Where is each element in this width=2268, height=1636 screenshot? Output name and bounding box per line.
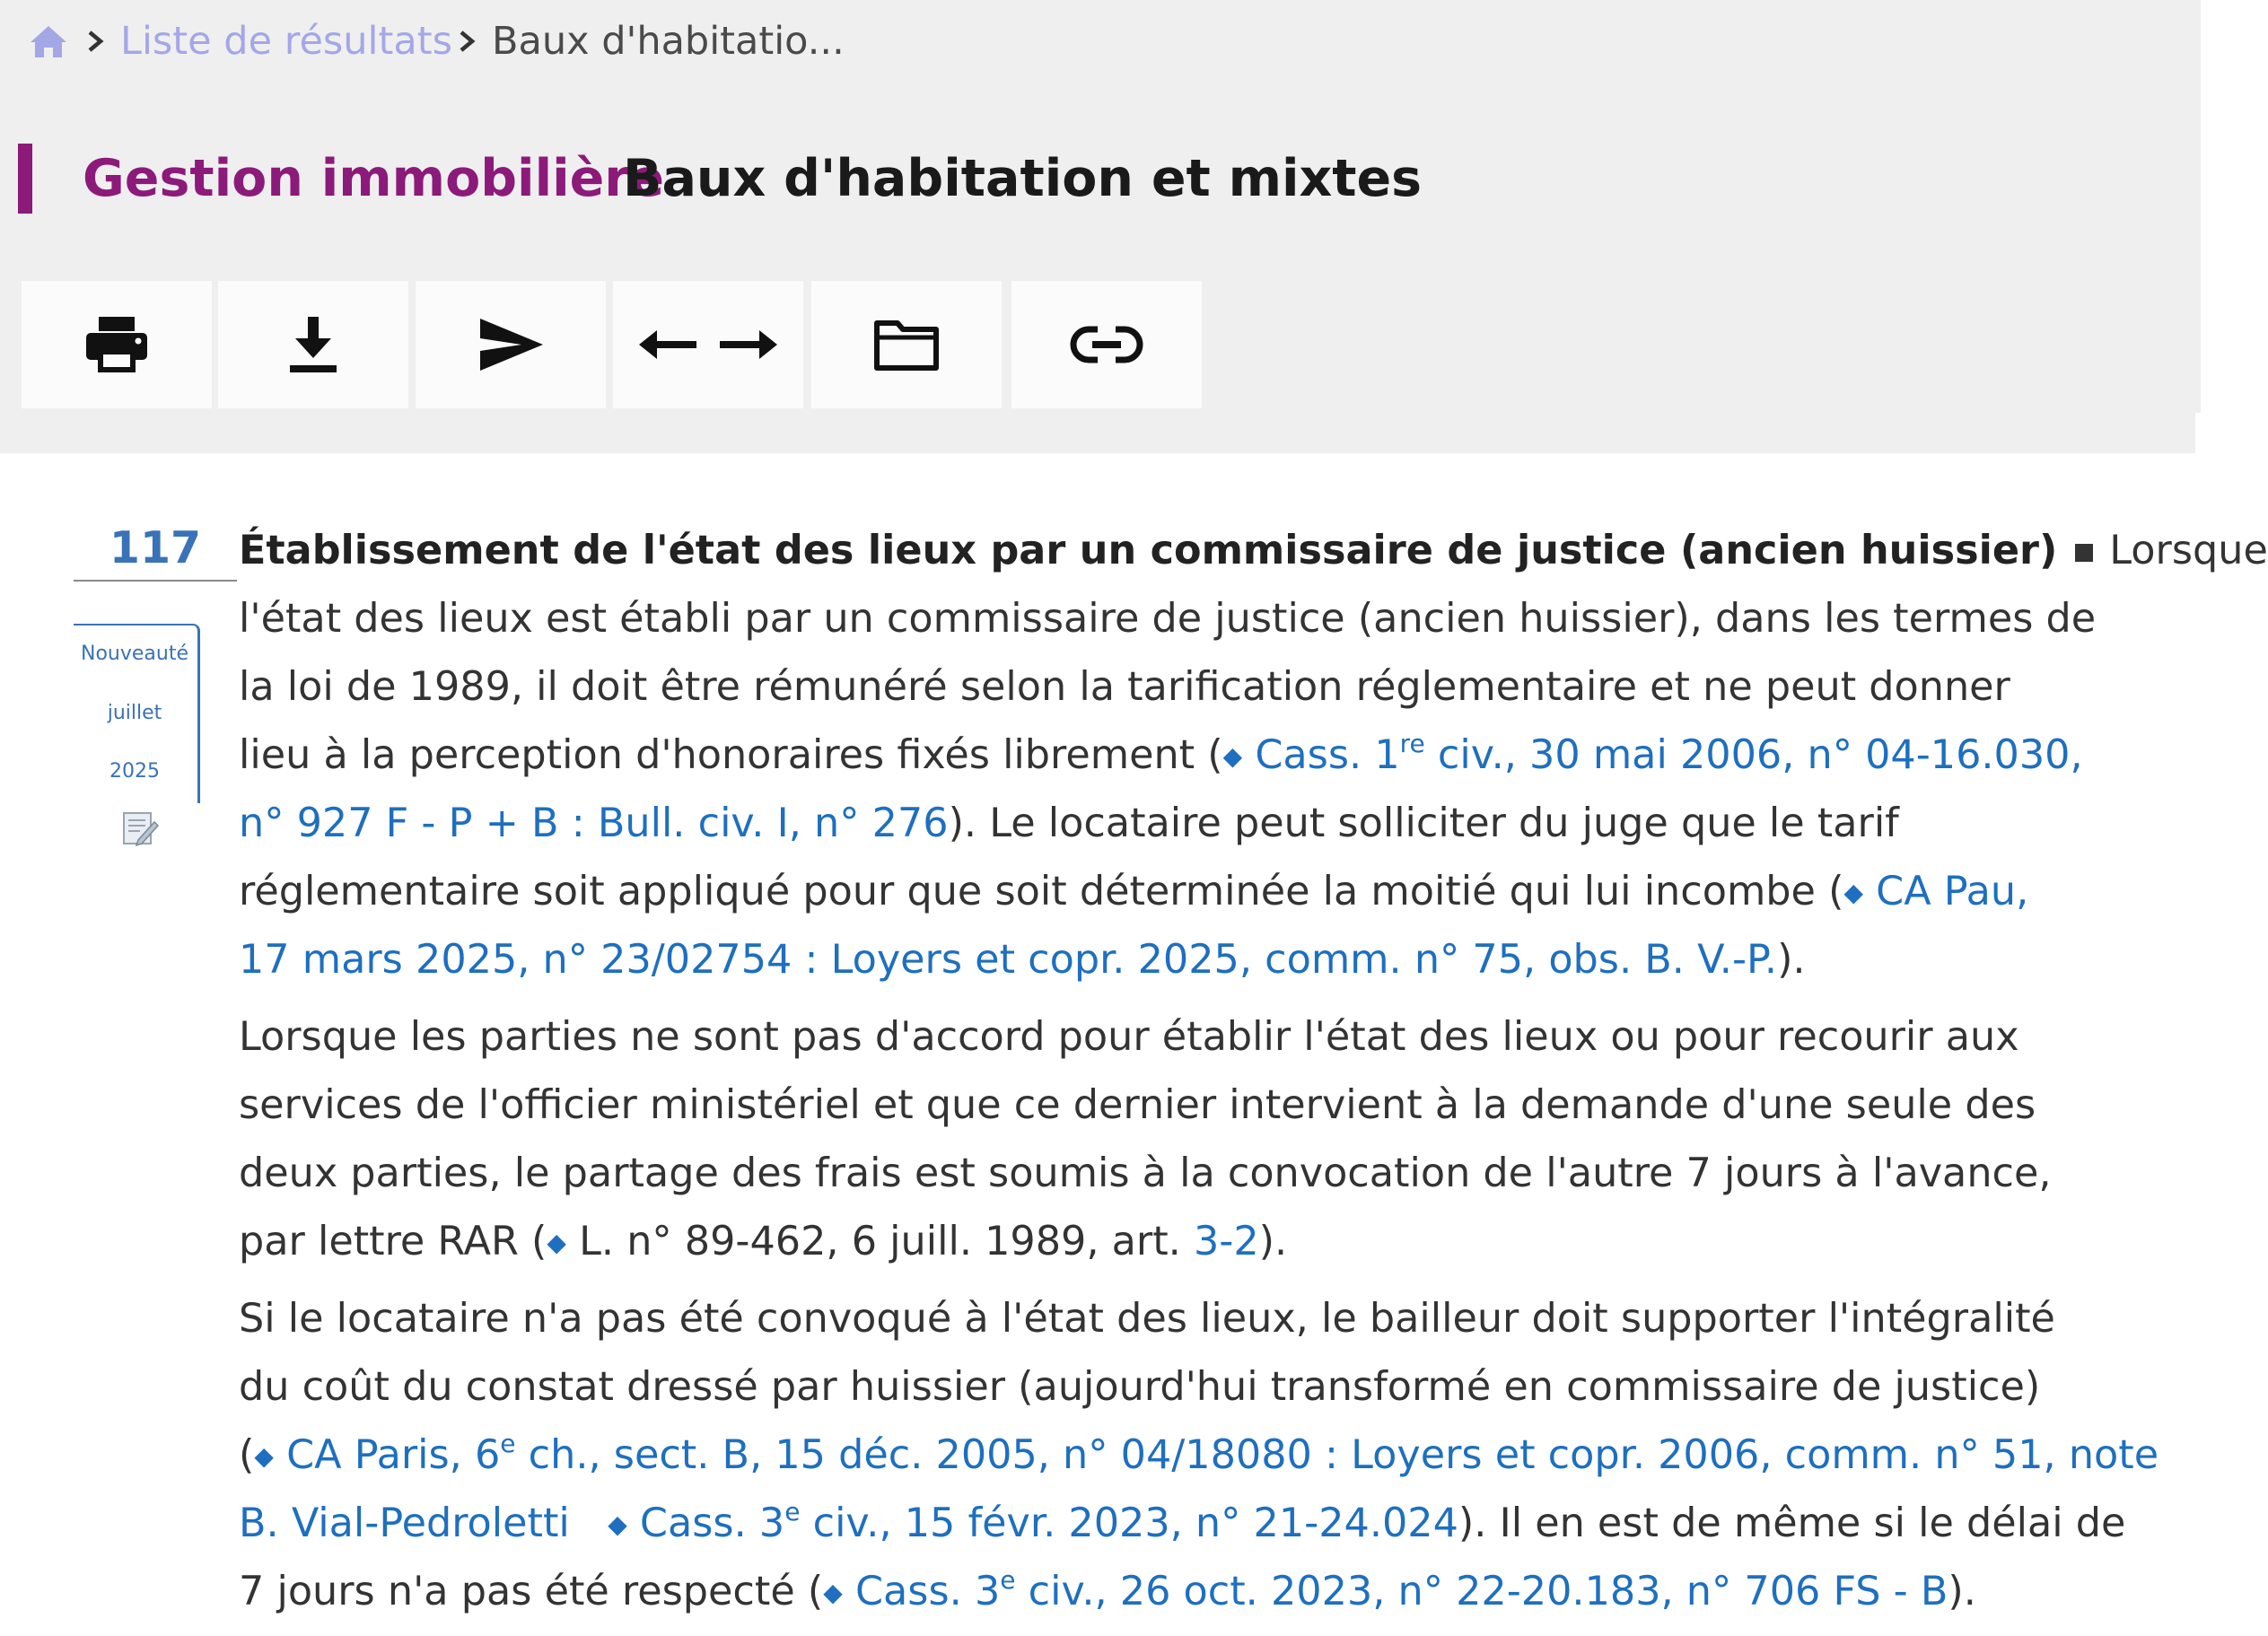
home-icon[interactable] bbox=[29, 23, 68, 59]
text: ). bbox=[1258, 1219, 1288, 1264]
text: Si le locataire n'a pas été convoqué à l'état des lieux, le bailleur doit supporter l'intégralité bbox=[239, 1296, 2055, 1342]
chevron-right-icon bbox=[456, 23, 479, 59]
text: 7 jours n'a pas été respecté ( bbox=[239, 1569, 824, 1614]
edit-note-icon[interactable] bbox=[118, 808, 160, 849]
folder-button[interactable] bbox=[811, 281, 1002, 408]
compare-button[interactable] bbox=[613, 281, 803, 408]
text: deux parties, le partage des frais est soumis à la convocation de l'autre 7 jours à l'avance, bbox=[239, 1150, 2052, 1196]
link-button[interactable] bbox=[1011, 281, 1202, 408]
paragraph-number: 117 bbox=[109, 522, 202, 573]
title-accent-bar bbox=[18, 144, 32, 214]
diamond-icon: ◆ bbox=[823, 1578, 843, 1607]
text: par lettre RAR ( bbox=[239, 1219, 547, 1264]
diamond-icon: ◆ bbox=[1843, 878, 1863, 907]
text: ). bbox=[1777, 937, 1806, 983]
text: ). bbox=[1948, 1569, 1976, 1614]
badge-label: Nouveauté bbox=[80, 643, 188, 665]
folder-icon bbox=[872, 316, 941, 373]
chevron-right-icon bbox=[84, 23, 108, 59]
text: ). Il en est de même si le délai de bbox=[1458, 1500, 2126, 1546]
print-button[interactable] bbox=[22, 281, 212, 408]
text: Lorsque les parties ne sont pas d'accord pour établir l'état des lieux ou pour recourir aux bbox=[239, 1014, 2019, 1060]
ref-cass-2023-fevr[interactable]: Cass. 3e civ., 15 févr. 2023, n° 21-24.024 bbox=[639, 1497, 1458, 1546]
badge-month: juillet bbox=[107, 702, 162, 724]
text: l'état des lieux est établi par un commissaire de justice (ancien huissier), dans les termes de bbox=[239, 596, 2097, 642]
print-icon bbox=[83, 313, 151, 376]
download-button[interactable] bbox=[218, 281, 408, 408]
text: services de l'officier ministériel et que ce dernier intervient à la demande d'une seule des bbox=[239, 1082, 2036, 1128]
breadcrumb bbox=[29, 13, 845, 70]
paragraph-number-underline bbox=[74, 580, 237, 582]
badge-year: 2025 bbox=[109, 760, 160, 783]
text: réglementaire soit appliqué pour que soit déterminée la moitié qui lui incombe ( bbox=[239, 869, 1844, 914]
breadcrumb-results-link[interactable]: Liste de résultats bbox=[120, 19, 452, 64]
text: la loi de 1989, il doit être rémunéré selon la tarification réglementaire et ne peut donner bbox=[239, 664, 2010, 710]
text: du coût du constat dressé par huissier (aujourd'hui transformé en commissaire de justice) bbox=[239, 1364, 2041, 1410]
diamond-icon: ◆ bbox=[608, 1509, 627, 1539]
ref-ca-pau-loyers[interactable]: 17 mars 2025, n° 23/02754 : Loyers et copr. 2025, comm. n° 75, obs. B. V.-P. bbox=[239, 937, 1778, 983]
compare-arrows-icon bbox=[635, 318, 781, 372]
ref-ca-paris-note[interactable]: B. Vial-Pedroletti bbox=[239, 1500, 570, 1546]
law-reference: L. n° 89-462, 6 juill. 1989, art. bbox=[579, 1219, 1194, 1264]
text: lieu à la perception d'honoraires fixés librement ( bbox=[239, 732, 1223, 778]
send-icon bbox=[475, 313, 547, 376]
breadcrumb-current: Baux d'habitatio... bbox=[491, 19, 845, 64]
ref-cass-2023-oct[interactable]: Cass. 3e civ., 26 oct. 2023, n° 22-20.183, n° 706 FS - B bbox=[854, 1565, 1948, 1614]
ref-cass-2006[interactable]: Cass. 1re civ., 30 mai 2006, n° 04-16.030, bbox=[1255, 729, 2083, 778]
paragraph-body bbox=[239, 517, 2268, 1626]
ref-ca-pau[interactable]: CA Pau, bbox=[1876, 869, 2029, 914]
page-title: Baux d'habitation et mixtes bbox=[623, 149, 1423, 208]
ref-cass-2006-bull[interactable]: n° 927 F - P + B : Bull. civ. I, n° 276 bbox=[239, 801, 949, 846]
ref-ca-paris-2005[interactable]: CA Paris, 6e ch., sect. B, 15 déc. 2005, n° 04/18080 : Loyers et copr. 2006, comm. n° 51, note bbox=[286, 1429, 2159, 1478]
text: ). Le locataire peut solliciter du juge que le tarif bbox=[948, 801, 1899, 846]
diamond-icon: ◆ bbox=[1222, 741, 1243, 771]
text: Lorsque bbox=[2109, 528, 2268, 573]
ref-article-3-2[interactable]: 3-2 bbox=[1193, 1219, 1259, 1264]
panel-edge bbox=[2195, 413, 2201, 453]
download-icon bbox=[285, 313, 342, 376]
link-icon bbox=[1071, 322, 1143, 367]
diamond-icon: ◆ bbox=[254, 1441, 274, 1471]
paragraph-heading: Établissement de l'état des lieux par un commissaire de justice (ancien huissier) bbox=[239, 528, 2058, 573]
title-category[interactable]: Gestion immobilière bbox=[83, 149, 665, 208]
send-button[interactable] bbox=[416, 281, 606, 408]
diamond-icon: ◆ bbox=[547, 1228, 566, 1257]
text: ( bbox=[239, 1432, 255, 1478]
separator-square bbox=[2075, 544, 2093, 562]
